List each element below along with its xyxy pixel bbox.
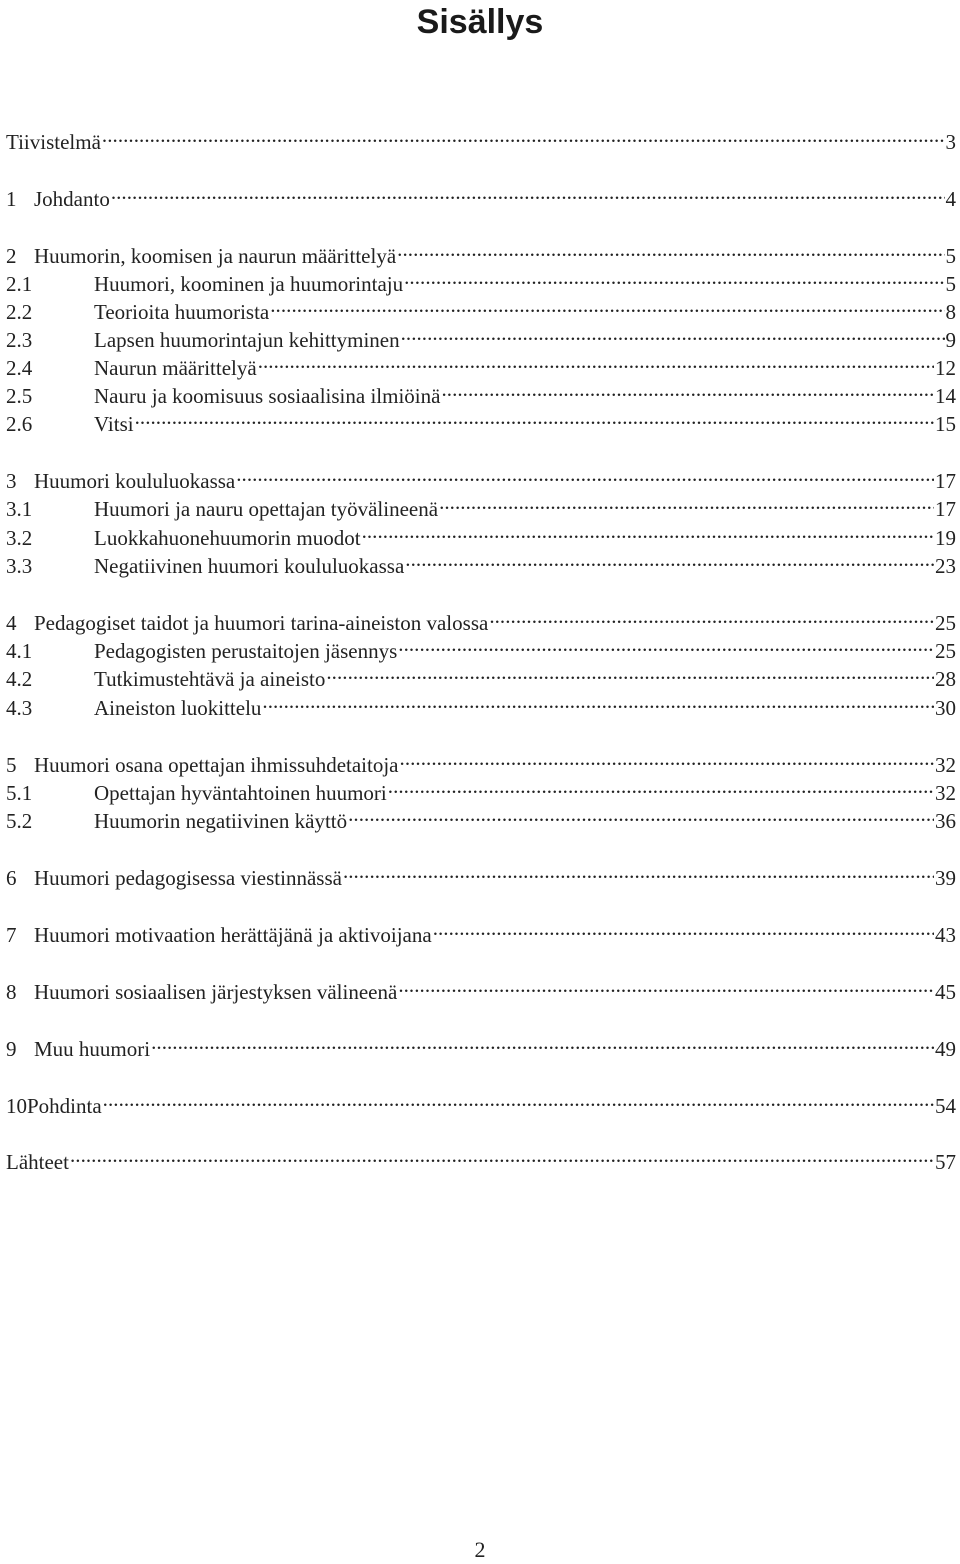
dot-leader [102,121,945,149]
toc-entry-title: Huumori sosiaalisen järjestyksen välineenä [34,980,398,1004]
toc-entry-page: 39 [935,866,956,890]
toc-entry-title: Huumori motivaation herättäjänä ja aktivoijana [34,923,432,947]
toc-entry-number: 1 [6,187,17,211]
dot-leader [262,687,934,715]
toc-entry-number: 4.2 [6,667,33,691]
toc-entry-title: Huumori pedagogisessa viestinnässä [34,866,342,890]
toc-entry-4[interactable] [6,602,956,635]
toc-entry-number: 9 [6,1037,17,1061]
toc-entry-title: Naurun määrittelyä [94,356,257,380]
dot-leader [348,800,934,828]
toc-entry-title: Lapsen huumorintajun kehittyminen [94,328,400,352]
toc-entry-page: 5 [945,244,956,268]
toc-entry-title: Huumorin negatiivinen käyttö [94,809,348,833]
toc-entry-page: 32 [935,753,956,777]
toc-entry-page: 17 [935,469,956,493]
dot-leader [236,460,934,488]
toc-entry-title: Pedagogisten perustaitojen jäsennys [94,639,398,663]
toc-entry-number: 2 [6,244,17,268]
toc-entry-2-4[interactable] [6,347,956,380]
toc-entry-page: 5 [945,272,956,296]
toc-entry-page: 49 [935,1037,956,1061]
toc-entry-page: 45 [935,980,956,1004]
toc-entry-4-3[interactable] [6,687,956,720]
toc-entry-number: 7 [6,923,17,947]
toc-entry-page: 15 [935,412,956,436]
toc-entry-2-6[interactable] [6,403,956,436]
toc-entry-page: 9 [945,328,956,352]
dot-leader [433,914,934,942]
toc-entry-title: Johdanto [34,187,110,211]
dot-leader [404,263,944,291]
toc-entry-title: Huumori ja nauru opettajan työvälineenä [94,497,439,521]
toc-entry-number: 2.2 [6,300,33,324]
toc-entry-page: 17 [935,497,956,521]
toc-entry-2-3[interactable] [6,319,956,352]
toc-entry-2-1[interactable] [6,263,956,296]
toc-entry-number: 3.2 [6,526,33,550]
toc-entry-number: 4 [6,611,17,635]
toc-entry-title: Huumorin, koomisen ja naurun määrittelyä [34,244,397,268]
toc-entry-page: 12 [935,356,956,380]
dot-leader [362,517,934,545]
toc-entry-lahteet[interactable] [6,1141,956,1174]
toc-entry-title: Vitsi [94,412,134,436]
toc-entry-number: 8 [6,980,17,1004]
toc-entry-9[interactable] [6,1028,956,1061]
toc-entry-number: 3.3 [6,554,33,578]
toc-entry-5-1[interactable] [6,772,956,805]
toc-entry-10[interactable] [6,1085,956,1118]
toc-entry-number: 2.5 [6,384,33,408]
toc-entry-title: Pedagogiset taidot ja huumori tarina-aineiston valossa [34,611,489,635]
toc-entry-number: 2.4 [6,356,33,380]
dot-leader [135,403,934,431]
toc-entry-7[interactable] [6,914,956,947]
toc-entry-title: Nauru ja koomisuus sosiaalisina ilmiöinä [94,384,441,408]
toc-entry-3-3[interactable] [6,545,956,578]
toc-entry-page: 57 [935,1150,956,1174]
toc-entry-number: 3 [6,469,17,493]
toc-entry-number: 2.3 [6,328,33,352]
toc-entry-page: 3 [945,130,956,154]
toc-entry-title: Tutkimustehtävä ja aineisto [94,667,326,691]
dot-leader [405,545,934,573]
toc-entry-number: 4.1 [6,639,33,663]
toc-entry-number: 5.1 [6,781,33,805]
toc-entry-title: Huumori koululuokassa [34,469,236,493]
toc-entry-title: Muu huumori [34,1037,151,1061]
dot-leader [400,744,934,772]
dot-leader [151,1028,934,1056]
dot-leader [398,630,934,658]
toc-entry-title: Negatiivinen huumori koululuokassa [94,554,405,578]
toc-entry-3[interactable] [6,460,956,493]
toc-entry-number: 5 [6,753,17,777]
page-title: Sisällys [416,3,544,41]
toc-entry-number: 2.1 [6,272,33,296]
toc-entry-page: 32 [935,781,956,805]
toc-entry-page: 36 [935,809,956,833]
dot-leader [103,1085,934,1113]
toc-entry-4-1[interactable] [6,630,956,663]
toc-entry-title: Luokkahuonehuumorin muodot [94,526,361,550]
toc-entry-2-2[interactable] [6,291,956,324]
toc-entry-number: 2.6 [6,412,33,436]
toc-entry-page: 8 [945,300,956,324]
toc-entry-number: 4.3 [6,696,33,720]
dot-leader [489,602,934,630]
toc-entry-number: 10 [6,1094,27,1118]
toc-entry-tiivistelma[interactable] [6,121,956,154]
toc-entry-title: Lähteet [6,1150,69,1174]
toc-entry-title: Huumori osana opettajan ihmissuhdetaitoja [34,753,399,777]
dot-leader [397,235,944,263]
toc-entry-title: Pohdinta [27,1094,102,1118]
toc-entry-page: 4 [945,187,956,211]
toc-entry-1[interactable] [6,178,956,211]
toc-entry-2-6-placeholder [6,376,956,404]
dot-leader [111,178,945,206]
toc-entry-5[interactable] [6,744,956,777]
toc-entry-page: 43 [935,923,956,947]
dot-leader [70,1141,934,1169]
dot-leader [326,658,934,686]
toc-entry-title: Teorioita huumorista [94,300,270,324]
toc-entry-title: Tiivistelmä [6,130,101,154]
dot-leader [258,347,934,375]
toc-entry-number: 3.1 [6,497,33,521]
toc-entry-3-1[interactable] [6,488,956,521]
toc-entry-page: 25 [935,639,956,663]
toc-entry-page: 14 [935,384,956,408]
toc-entry-number: 5.2 [6,809,33,833]
toc-entry-title: Aineiston luokittelu [94,696,262,720]
dot-leader [388,772,934,800]
toc-entry-title: Opettajan hyväntahtoinen huumori [94,781,387,805]
toc-entry-page: 28 [935,667,956,691]
toc-entry-2[interactable] [6,235,956,268]
toc-entry-3-2[interactable] [6,517,956,550]
toc-entry-page: 25 [935,611,956,635]
dot-leader [343,857,934,885]
dot-leader [398,971,934,999]
toc-entry-4-2[interactable] [6,658,956,691]
dot-leader [270,291,944,319]
toc-entry-page: 19 [935,526,956,550]
toc-entry-title: Huumori, koominen ja huumorintaju [94,272,404,296]
toc-entry-6[interactable] [6,857,956,890]
toc-entry-8[interactable] [6,971,956,1004]
dot-leader [401,319,945,347]
toc-entry-page: 54 [935,1094,956,1118]
toc-entry-5-2[interactable] [6,800,956,833]
toc-entry-page: 23 [935,554,956,578]
page-number: 2 [474,1537,486,1562]
toc-entry-number: 6 [6,866,17,890]
toc-entry-page: 30 [935,696,956,720]
dot-leader [439,488,934,516]
